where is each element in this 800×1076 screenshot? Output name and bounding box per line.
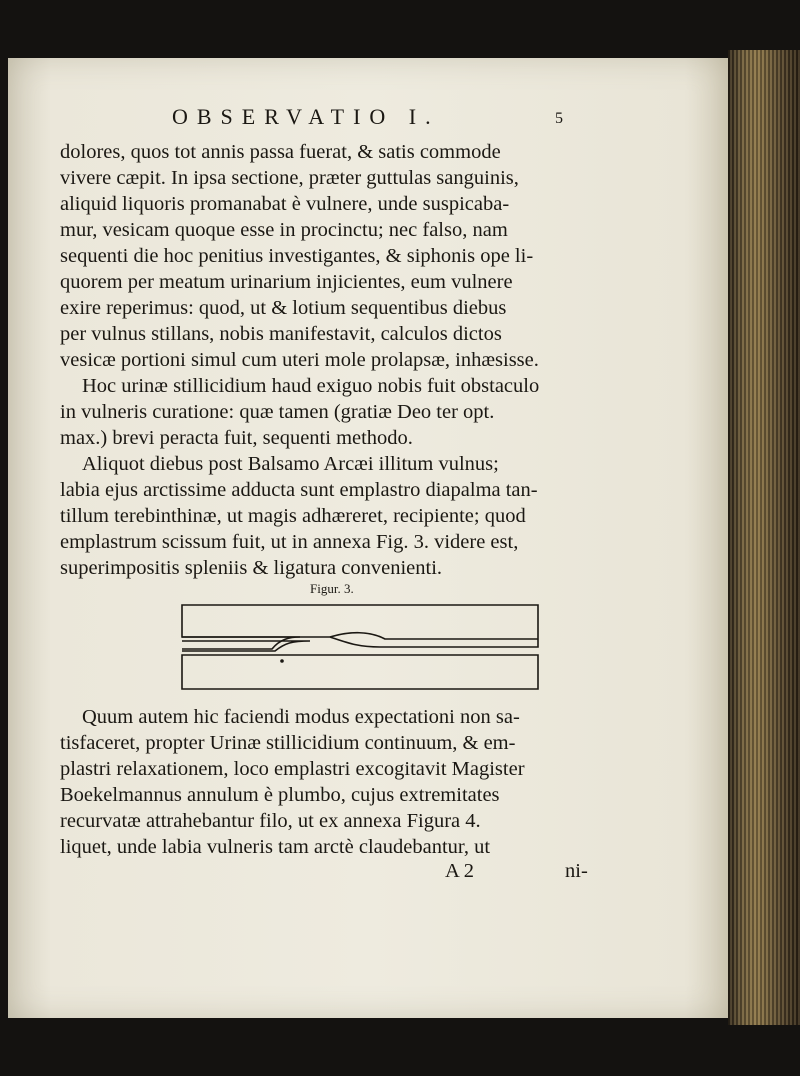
text-line: plastri relaxationem, loco emplastri excogitavit Magister [60, 758, 525, 780]
lower-plaster-strip [182, 637, 300, 649]
text-line: tisfaceret, propter Urinæ stillicidium continuum, & em- [60, 732, 516, 754]
text-line: Quum autem hic faciendi modus expectationi non sa- [82, 706, 520, 728]
figure-label: Figur. 3. [310, 581, 354, 596]
text-line: superimpositis spleniis & ligatura convenienti. [60, 557, 443, 579]
text-line: Boekelmannus annulum è plumbo, cujus extremitates [60, 784, 500, 806]
text-line: aliquid liquoris promanabat è vulnere, unde suspicaba- [60, 193, 510, 215]
text-line: vivere cæpit. In ipsa sectione, præter guttulas sanguinis, [60, 167, 519, 189]
figure-dot [280, 659, 284, 663]
text-line: exire reperimus: quod, ut & lotium sequentibus diebus [60, 297, 507, 319]
text-line: emplastrum scissum fuit, ut in annexa Fig. 3. videre est, [60, 531, 519, 553]
text-line: dolores, quos tot annis passa fuerat, & satis commode [60, 141, 501, 163]
signature-mark: A 2 [445, 860, 475, 882]
catchword: ni- [565, 860, 588, 882]
text-line: labia ejus arctissime adducta sunt emplastro diapalma tan- [60, 479, 538, 501]
plaster-slit [330, 633, 538, 639]
text-line: liquet, unde labia vulneris tam arctè claudebantur, ut [60, 836, 491, 858]
plaster-figure [180, 598, 552, 708]
page-number: 5 [555, 110, 563, 127]
text-line: Hoc urinæ stillicidium haud exiguo nobis fuit obstaculo [82, 375, 540, 397]
text-line: mur, vesicam quoque esse in procinctu; nec falso, nam [60, 219, 508, 241]
page-footer [60, 860, 710, 888]
text-line: per vulnus stillans, nobis manifestavit, calculos dictos [60, 323, 502, 345]
book-spine [728, 50, 800, 1025]
text-line: Aliquot diebus post Balsamo Arcæi illitum vulnus; [82, 453, 499, 475]
page-header [60, 104, 710, 134]
text-line: recurvatæ attrahebantur filo, ut ex annexa Figura 4. [60, 810, 481, 832]
lower-plaster-strip [182, 655, 538, 689]
text-line: sequenti die hoc penitius investigantes, & siphonis ope li- [60, 245, 534, 267]
text-line: in vulneris curatione: quæ tamen (gratiæ Deo ter opt. [60, 401, 495, 423]
text-line: quorem per meatum urinarium injicientes, eum vulnere [60, 271, 513, 293]
text-line: tillum terebinthinæ, ut magis adhæreret, recipiente; quod [60, 505, 526, 527]
text-line: vesicæ portioni simul cum uteri mole prolapsæ, inhæsisse. [60, 349, 539, 371]
text-line: max.) brevi peracta fuit, sequenti methodo. [60, 427, 413, 449]
running-title: OBSERVATIO I. [172, 104, 440, 129]
